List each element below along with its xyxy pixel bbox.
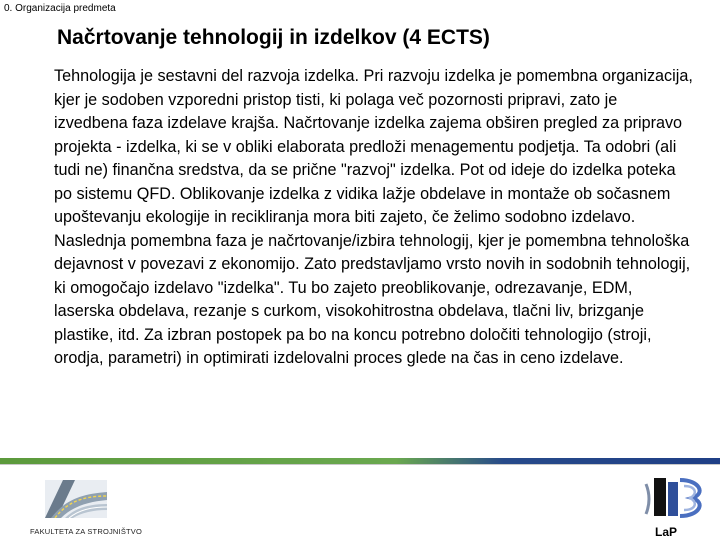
footer-divider-thin [0, 464, 720, 465]
slide-body-text: Tehnologija je sestavni del razvoja izdelka. Pri razvoju izdelka je pomembna organizacija, kjer je sodoben vzporedni pristop tisti, ki polaga več pozornosti pripravi, zato je izvedbena faza izdelave krajša. Načrtovanje izdelka zajema obširen pregled za pripravo projekta - izdelka, ki se v obliki elaborata predloži menagementu podjetja. Ta odobri (ali tudi ne) finančna sredstva, da se prične "razvoj" izdelka. Pot od ideje do izdelka poteka po sistemu QFD. Oblikovanje izdelka z vidika lažje obdelave in montaže ob sočasnem upoštevanju ekologije in recikliranja mora biti zajeto, če želimo sodobno izdelavo. Naslednja pomembna faza je načrtovanje/izbira tehnologij, kjer je pomembna tehnološka dejavnost v povezavi z ekonomijo. Zato predstavljamo vrsto novih in sodobnih tehnologij, ki omogočajo izdelavo "izdelka". Tu bo zajeto preoblikovanje, odrezavanje, EDM, laserska obdelava, rezanje s curkom, visokohitrostna obdelava, tlačni liv, brizganje plastike, itd. Za izbran postopek pa bo na koncu potrebno določiti tehnologijo (stroji, orodja, parametri) in optimirati izdelovalni proces glede na čas in ceno izdelave. [54, 67, 693, 367]
faculty-logo-icon [45, 480, 107, 518]
lap-logo-icon [640, 474, 710, 520]
breadcrumb: 0. Organizacija predmeta [4, 3, 116, 14]
faculty-label: FAKULTETA ZA STROJNIŠTVO [30, 527, 143, 536]
lap-label: LaP [655, 525, 678, 539]
slide-title: Načrtovanje tehnologij in izdelkov (4 ECTS) [57, 26, 490, 49]
